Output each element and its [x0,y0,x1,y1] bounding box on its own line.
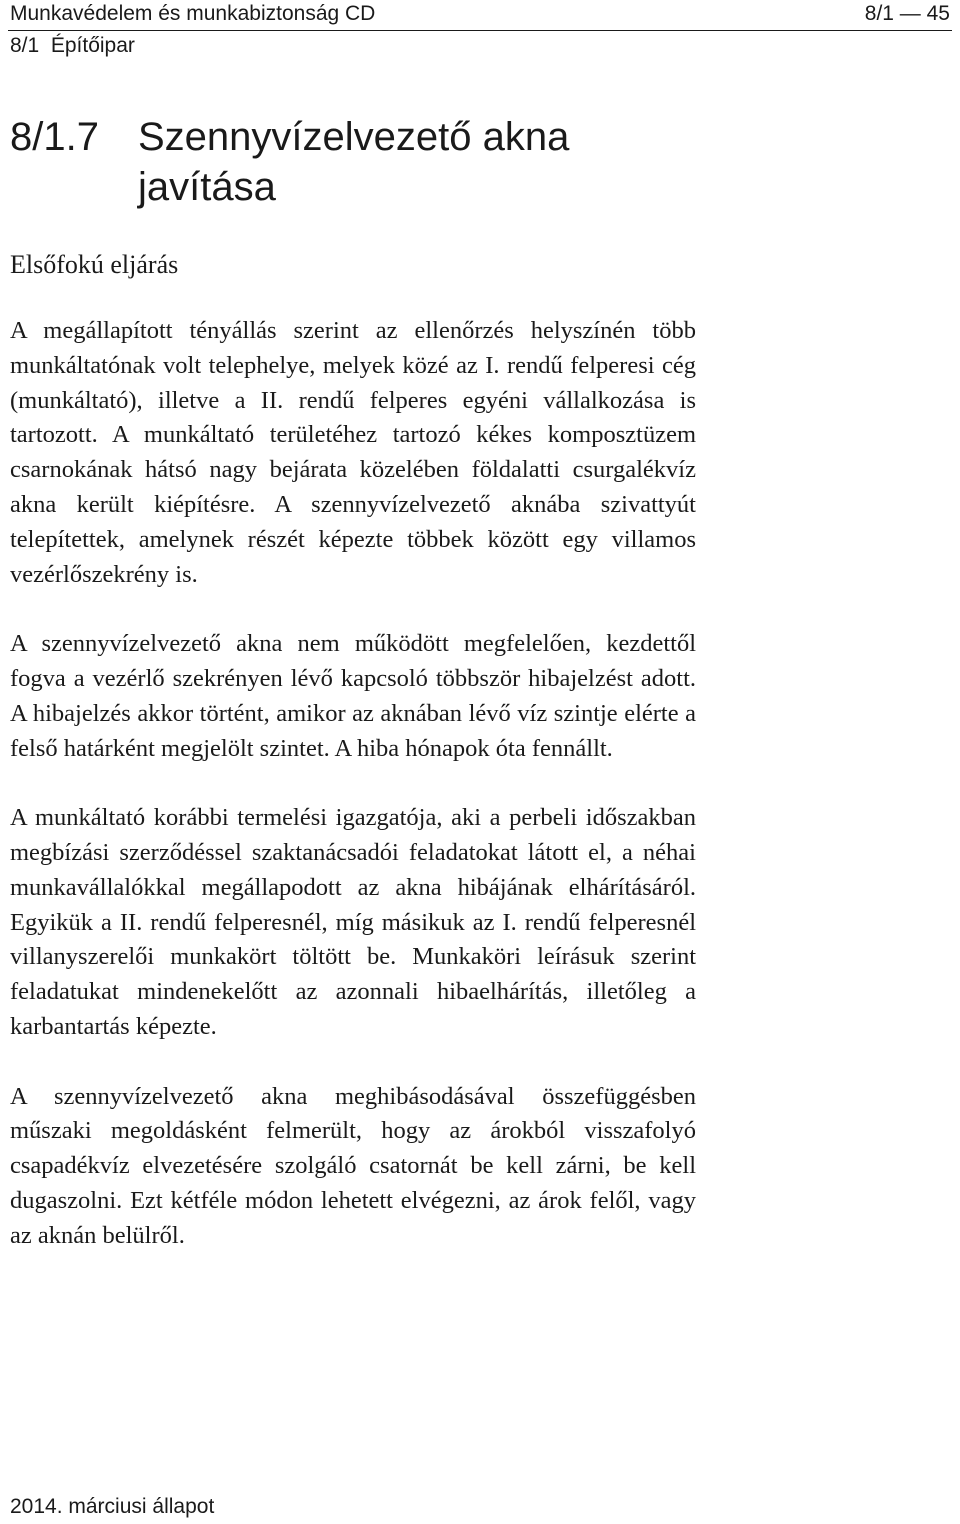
section-title-text: Szennyvízelvezető akna javítása [138,115,570,209]
procedure-heading: Elsőfokú eljárás [10,250,179,279]
paragraph: A megállapított tényállás szerint az ellenőrzés helyszínén több munkáltatónak volt telephelye, melyek közé az I. rendű felperesi cég (munkáltató), illetve a II. rendű felperes egyéni vállalkozása is tartozott. A munkáltató területéhez tartozó kékes komposztüzem csarnokának hátsó nagy bejárata közelében földalatti csurgalékvíz akna került kiépítésre. A szennyvízelvezető aknába szivattyút telepítettek, amelynek részét képezte többek között egy villamos vezérlőszekrény is. [10,317,696,588]
header-page-ref: 8/1 — 45 [864,2,950,25]
paragraph: A szennyvízelvezető akna nem működött megfelelően, kezdettől fogva a vezérlő szekrényen lévő kapcsoló többször hibajelzést adott. A hibajelzés akkor történt, amikor az aknában lévő víz szintje elérte a felső határként megjelölt szintet. A hiba hónapok óta fennállt. [10,630,696,762]
running-header [8,0,952,31]
section-title [10,112,658,212]
header-title: Munkavédelem és munkabiztonság CD [10,2,376,25]
section-number: 8/1.7 [10,115,99,159]
body-text [10,314,696,1288]
chapter-label: 8/1 Építőipar [10,34,135,57]
paragraph: A szennyvízelvezető akna meghibásodásával összefüggésben műszaki megoldásként felmerült, hogy az árokból visszafolyó csapadékvíz elvezetésére szolgáló csatornát be kell zárni, be kell dugaszolni. Ezt kétféle módon lehetett elvégezni, az árok felől, vagy az aknán belülről. [10,1082,696,1249]
footer-date: 2014. márciusi állapot [10,1495,215,1518]
paragraph: A munkáltató korábbi termelési igazgatója, aki a perbeli időszakban megbízási szerződéssel szaktanácsadói feladatokat látott el, a néhai munkavállalókkal megállapodott az akna hibájának elhárításáról. Egyikük a II. rendű felperesnél, míg másikuk az I. rendű felperesnél villanyszerelői munkakört töltött be. Munkaköri leírásuk szerint feladatukat mindenekelőtt az azonnali hibaelhárítás, illetőleg a karbantartás képezte. [10,804,696,1040]
